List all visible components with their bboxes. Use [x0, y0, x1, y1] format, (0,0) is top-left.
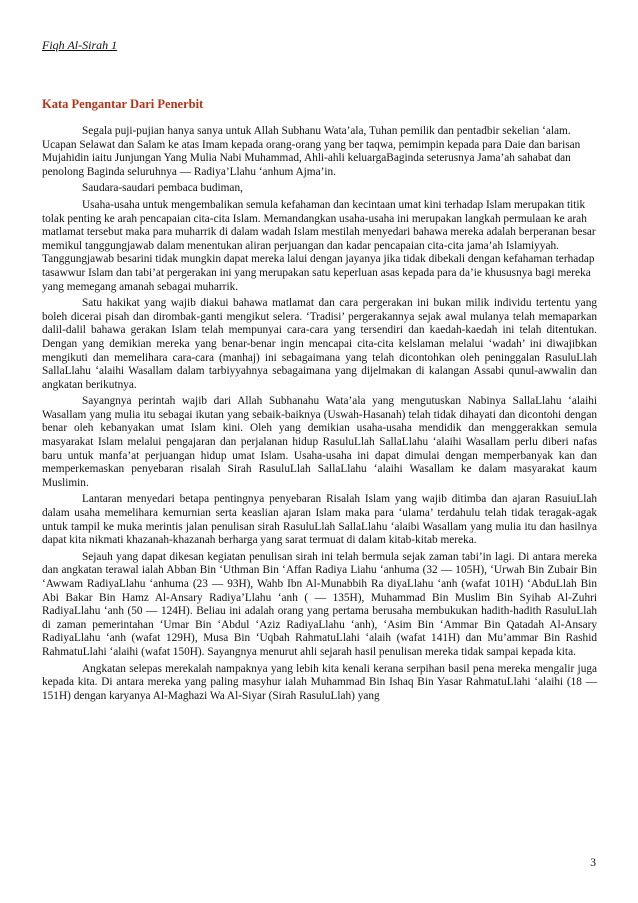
running-header: Fiqh Al-Sirah 1	[42, 38, 118, 52]
paragraph: Angkatan selepas merekalah nampaknya yang lebih kita kenali kerana serpihan basil pena mereka mengalir juga kepada kita. Di antara mereka yang paling masyhur ialah Muhammad Bin Ishaq Bin Yasar RahmatuLlahi ‘alaihi (18 — 151H) dengan karyanya Al-Maghazi Wa Al-Siyar (Sirah RasuluLlah) yang	[42, 662, 597, 702]
paragraph: Saudara-saudari pembaca budiman,	[82, 182, 243, 195]
body-text	[42, 125, 597, 706]
section-heading: Kata Pengantar Dari Penerbit	[42, 97, 204, 111]
page-number: 3	[590, 857, 596, 869]
paragraph: Sejauh yang dapat dikesan kegiatan penulisan sirah ini telah bermula sejak zaman tabi’in lagi. Di antara mereka dan angkatan terawal ialah Abban Bin ‘Uthman Bin ‘Affan Radiya Liahu ‘anhuma (32 — 105H), ‘Urwah Bin Zubair Bin ‘Awwam RadiyaLlahu ‘anhuma (23 — 93H), Wahb Ibn Al-Munabbih Ra diyaLlahu ‘anh (wafat 101H) ‘AbduLlah Bin Abi Bakar Bin Hamz Al-Ansary Radiya’Llahu ‘anh ( — 135H), Muhammad Bin Muslim Bin Syihab Al-Zuhri RadiyaLlahu ‘anh (50 — 124H). Beliau ini adalah orang yang pertama berusaha membukukan hadith-hadith RasuluLlah di zaman pemerintahan ‘Umar Bin ‘Abdul ‘Aziz RadiyaLlahu ‘anh), ‘Asim Bin ‘Ammar Bin Qatadah Al-Ansary RadiyaLlahu ‘anh (wafat 129H), Musa Bin ‘Uqbah RahmatuLlahi ‘alaih (wafat 141H) dan Mu’ammar Bin Rashid RahmatuLlahi ‘alaihi (wafat 150H). Sayangnya menurut ahli sejarah hasil penulisan mereka tidak sampai kepada kita.	[42, 550, 597, 658]
paragraph: Lantaran menyedari betapa pentingnya penyebaran Risalah Islam yang wajib ditimba dan ajaran RasuiuLlah dalam usaha memelihara kemurnian serta keaslian ajaran Islam maka para ‘ulama’ terdahulu telah tidak teragak-agak untuk tampil ke muka merintis jalan penulisan sirah RasuluLlah SallaLlahu ‘alaibi Wasallam yang mulia itu dan hasilnya dapat kita nikmati khazanah-khazanah berharga yang sarat termuat di dalam kitab-kitab mereka.	[42, 493, 597, 547]
paragraph: Segala puji-pujian hanya sanya untuk Allah Subhanu Wata’ala, Tuhan pemilik dan pentadbir sekelian ‘alam. Ucapan Selawat dan Salam ke atas Imam kepada orang-orang yang ber taqwa, pemimpin kepada para Daie dan barisan Mujahidin iaitu Junjungan Yang Mulia Nabi Muhammad, Ahli-ahli keluargaBaginda seterusnya Jama’ah sahabat dan penolong Baginda seluruhnya — Radiya’Llahu ‘anhum Ajma’in.	[42, 125, 581, 178]
paragraph: Satu hakikat yang wajib diakui bahawa matlamat dan cara pergerakan ini bukan milik individu tertentu yang boleh dicerai pisah dan dirombak-ganti mengikut selera. ‘Tradisi’ pergerakannya sejak awal mulanya telah memaparkan dalil-dalil bahawa gerakan Islam telah mempunyai cara-cara yang tersendiri dan kaedah-kaedah ini telah ditentukan. Dengan yang demikian mereka yang benar-benar ingin mencapai cita-cita kelslaman melalui ‘wadah’ ini diwajibkan mengikuti dan memelihara cara-cara (manhaj) ini sebagaimana yang telah dicontohkan oleh peninggalan RasuluLlah SallaLlahu ‘alaihi Wasallam dalam tarbiyyahnya sebagaimana yang dijelmakan di kalangan Assabi qunul-awwalin dan angkatan berikutnya.	[42, 297, 597, 391]
paragraph: Sayangnya perintah wajib dari Allah Subhanahu Wata’ala yang mengutuskan Nabinya SallaLlahu ‘alaihi Wasallam yang mulia itu sebagai ikutan yang sebaik-baiknya (Uswah-Hasanah) telah tidak dihayati dan dicontohi dengan benar oleh kebanyakan umat Islam kini. Oleh yang demikian usaha-usaha mendidik dan menggerakkan semula masyarakat Islam melalui pengajaran dan perjalanan hidup RasuluLlah SallaLlahu ‘alaihi Wasallam perlu diberi nafas baru untuk manfa’at perjuangan hidup umat Islam. Usaha-usaha ini dapat dimulai dengan memperbanyak kan dan memperkemaskan penyebaran risalah Sirah RasuluLlah SallaLlahu ‘alaihi Wasallam ke dalam masyarakat kaum Muslimin.	[42, 395, 597, 489]
paragraph: Usaha-usaha untuk mengembalikan semula kefahaman dan kecintaan umat kini terhadap Islam merupakan titik tolak penting ke arah pencapaian cita-cita Islam. Memandangkan usaha-usaha ini merupakan langkah permulaan ke arah matlamat tersebut maka para muharrik di dalam wadah Islam mestilah menyedari bahawa mereka adalah berperanan besar memikul tanggungjawab dalam menentukan aliran perjuangan dan kadar pencapaian cita-cita jama’ah Islamiyyah. Tanggungjawab besarini tidak mungkin dapat mereka lalui dengan jayanya jika tidak dibekali dengan kefahaman terhadap tasawwur Islam dan tabi’at pergerakan ini yang merupakan satu keperluan asas kepada para da’ie khususnya bagi mereka yang memegang amanah sebagai muharrik.	[42, 198, 596, 293]
